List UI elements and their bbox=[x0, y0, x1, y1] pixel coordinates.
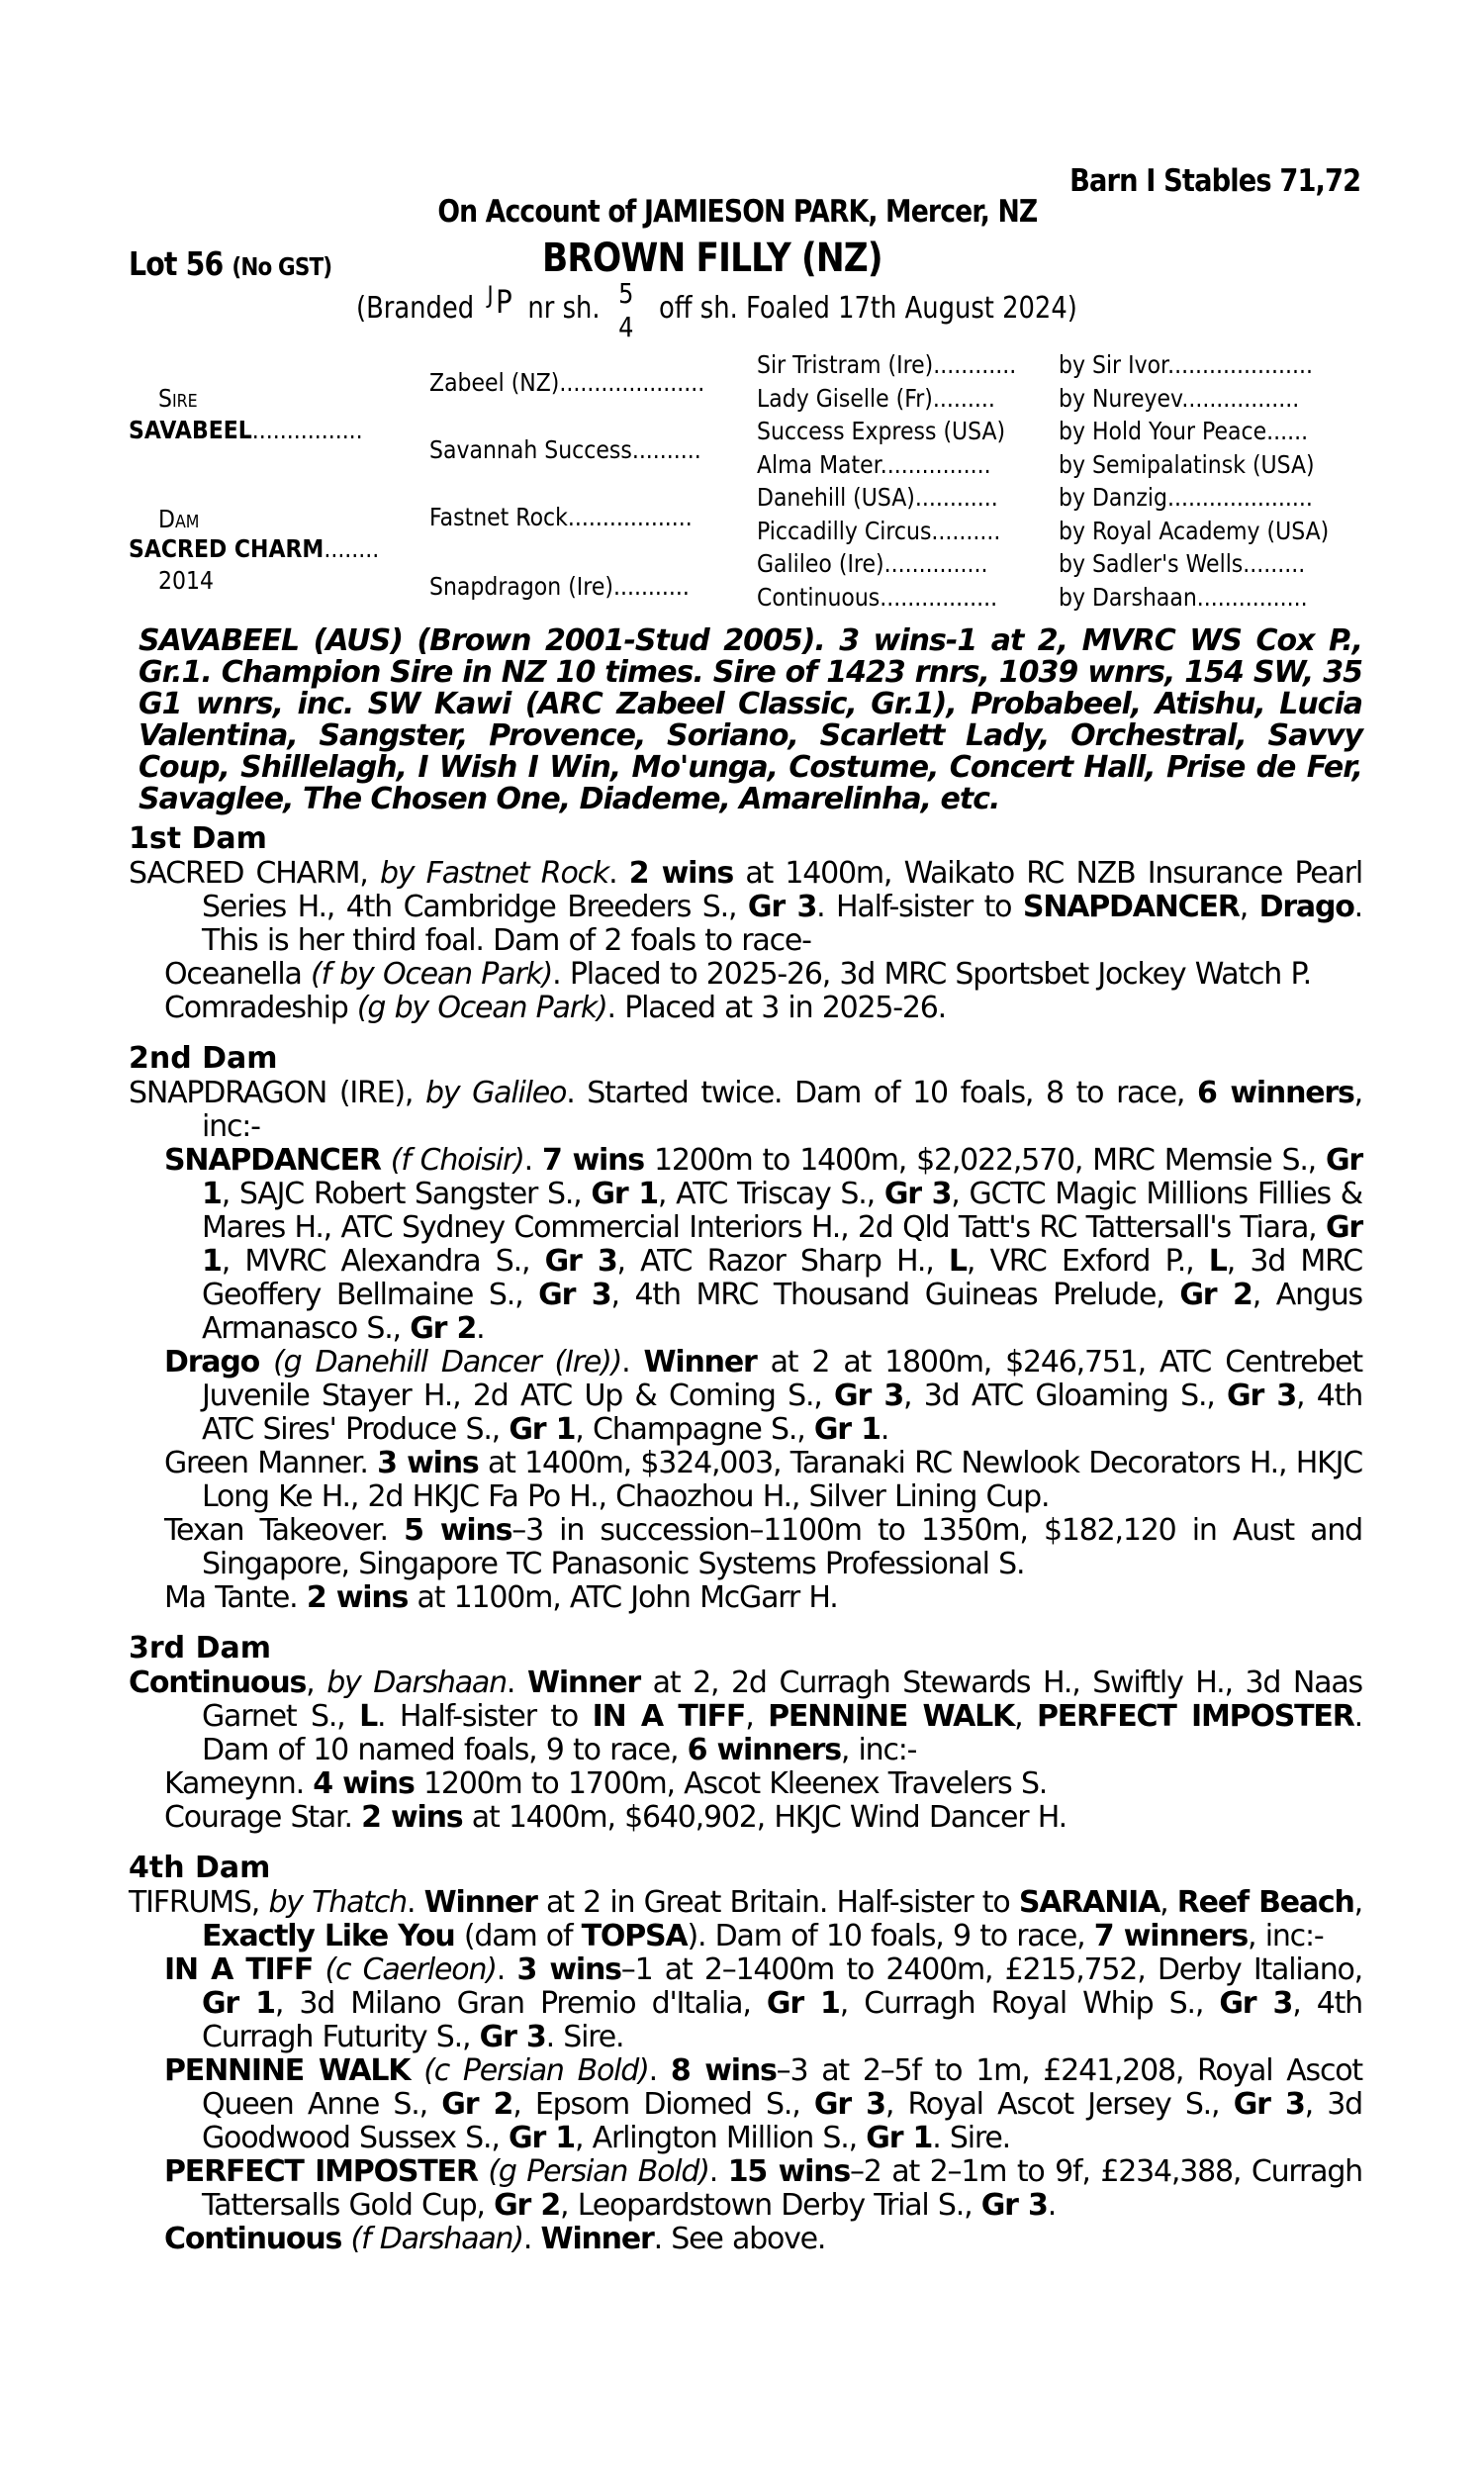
bold-text: Gr 3 bbox=[1233, 2087, 1305, 2122]
text-run bbox=[410, 2053, 423, 2088]
text-run: , Leopardstown Derby Trial S., bbox=[560, 2188, 981, 2223]
great-grandparent-sire: by Semipalatinsk (USA) bbox=[1059, 449, 1315, 479]
dam-entry bbox=[129, 1077, 1362, 1144]
progeny-entry bbox=[129, 958, 1362, 992]
text-run bbox=[313, 1952, 325, 1987]
text-run: . bbox=[708, 2154, 728, 2189]
bold-text: Gr 1 bbox=[591, 1177, 658, 1211]
text-run bbox=[259, 1345, 273, 1380]
dam-name bbox=[129, 534, 379, 563]
dam-entry bbox=[129, 1886, 1362, 1953]
text-run: (dam of bbox=[454, 1919, 582, 1953]
text-run bbox=[478, 2154, 489, 2189]
bold-text: Winner bbox=[526, 1665, 640, 1700]
bold-text: Gr 3 bbox=[1219, 1986, 1293, 2021]
bold-text: 6 winners bbox=[687, 1733, 841, 1767]
text-run: . Dam of 10 named foals, 9 to race, bbox=[202, 1699, 1362, 1767]
section-gap bbox=[129, 1835, 1362, 1851]
great-grandparent-sire: by Hold Your Peace...... bbox=[1059, 417, 1309, 445]
text-run: , VRC Exford P., bbox=[966, 1244, 1209, 1279]
italic-text: (c Persian Bold) bbox=[423, 2053, 649, 2088]
bold-text: Gr 3 bbox=[747, 890, 817, 924]
bold-text: Drago bbox=[1258, 890, 1354, 924]
text-run: . bbox=[1047, 2188, 1057, 2223]
dam-label: Dam bbox=[158, 505, 200, 533]
bold-text: PENNINE WALK bbox=[768, 1699, 1015, 1734]
dam-family-text bbox=[129, 821, 1362, 2256]
bold-text: Gr 3 bbox=[883, 1177, 952, 1211]
bold-text: 4 wins bbox=[313, 1766, 415, 1801]
lot-label: Lot 56 bbox=[129, 244, 224, 283]
brand-mark-j: J bbox=[487, 281, 494, 309]
text-run: . Placed to 2025-26, 3d MRC Sportsbet Jockey Watch P. bbox=[552, 957, 1312, 992]
sire-name bbox=[129, 416, 363, 444]
ancestor-name: Savannah Success bbox=[429, 435, 632, 464]
leader-dots: .................. bbox=[567, 503, 693, 531]
text-run: , bbox=[1014, 1699, 1037, 1734]
italic-text: by Thatch bbox=[268, 1885, 407, 1920]
text-run: . Half-sister to bbox=[376, 1699, 593, 1734]
leader-dots: ........ bbox=[324, 534, 380, 563]
bold-text: Continuous bbox=[129, 1665, 307, 1700]
text-run: , Epsom Diomed S., bbox=[512, 2087, 814, 2122]
italic-text: (g by Ocean Park) bbox=[356, 991, 607, 1025]
bold-text: Gr 3 bbox=[1227, 1379, 1297, 1413]
bold-text: L bbox=[1208, 1244, 1227, 1279]
text-run: . See above. bbox=[653, 2222, 826, 2256]
bold-text: 5 wins bbox=[404, 1513, 512, 1548]
text-run: Green Manner. bbox=[164, 1446, 378, 1480]
granddam-maternal bbox=[429, 572, 690, 601]
great-grandparent: Galileo (Ire)............... bbox=[757, 549, 988, 578]
great-grandparent-sire: by Danzig..................... bbox=[1059, 483, 1313, 512]
text-run: , bbox=[1353, 1885, 1363, 1920]
progeny-entry bbox=[129, 2223, 1362, 2256]
bold-text: Gr 2 bbox=[494, 2188, 561, 2223]
progeny-entry bbox=[129, 1801, 1362, 1835]
bold-text: Drago bbox=[164, 1345, 260, 1380]
text-run: –1 at 2–1400m to 2400m, £215,752, Derby Italiano, bbox=[620, 1952, 1362, 1987]
section-heading: 3rd Dam bbox=[129, 1631, 271, 1665]
dam-name-text: SACRED CHARM bbox=[129, 534, 325, 563]
text-run: , inc:- bbox=[202, 1076, 1362, 1144]
text-run: at 2, 2d Curragh Stewards H., Swiftly H., 3d Naas Garnet S., bbox=[202, 1665, 1362, 1734]
bold-text: IN A TIFF bbox=[164, 1952, 314, 1987]
brand-mark-p: P bbox=[496, 283, 512, 321]
bold-text: Winner bbox=[540, 2222, 654, 2256]
great-grandparent: Success Express (USA) bbox=[757, 417, 1006, 445]
ancestor-name: Snapdragon (Ire) bbox=[429, 572, 613, 601]
bold-text: SNAPDANCER bbox=[1022, 890, 1240, 924]
progeny-entry bbox=[129, 1514, 1362, 1581]
brand-line bbox=[356, 277, 1077, 343]
text-run: Ma Tante. bbox=[164, 1580, 307, 1615]
bold-text: Gr 3 bbox=[538, 1278, 611, 1312]
text-run: . Started twice. Dam of 10 foals, 8 to race, bbox=[566, 1076, 1198, 1110]
text-run: Courage Star. bbox=[164, 1800, 362, 1835]
bold-text: 8 wins bbox=[670, 2053, 777, 2088]
bold-text: Gr 1 bbox=[509, 2121, 575, 2155]
great-grandparent: Danehill (USA)............ bbox=[757, 483, 998, 512]
sire-name-text: SAVABEEL bbox=[129, 416, 252, 444]
brand-suffix: off sh. Foaled 17th August 2024) bbox=[659, 291, 1077, 326]
text-run: , inc:- bbox=[840, 1733, 917, 1767]
sire-summary: SAVABEEL (AUS) (Brown 2001-Stud 2005). 3 wins-1 at 2, MVRC WS Cox P., Gr.1. Champion Sire in NZ 10 times. Sire of 1423 rnrs, 1039 wnrs, 154 SW, 35 G1 wnrs, inc. SW Kawi (ARC Zabeel Classic, Gr.1), Probabeel, Atishu, Lucia Valentina, Sangster, Provence, Soriano, Scarlett Lady, Orchestral, Savvy Coup, Shillelagh, I Wish I Win, Mo'unga, Costume, Concert Hall, Prise de Fer, Savaglee, The Chosen One, Diademe, Amarelinha, etc. bbox=[139, 623, 1362, 816]
section-heading: 2nd Dam bbox=[129, 1041, 278, 1076]
italic-text: (f Choisir) bbox=[390, 1143, 524, 1178]
progeny-entry bbox=[129, 2054, 1362, 2155]
bold-text: 7 wins bbox=[541, 1143, 644, 1178]
text-run: . bbox=[496, 1952, 517, 1987]
text-run: . This is her third foal. Dam of 2 foals to race- bbox=[202, 890, 1362, 958]
text-run: , 3d ATC Gloaming S., bbox=[903, 1379, 1228, 1413]
text-run: , Royal Ascot Jersey S., bbox=[884, 2087, 1234, 2122]
text-run: at 1400m, $640,902, HKJC Wind Dancer H. bbox=[462, 1800, 1067, 1835]
italic-text: (g Persian Bold) bbox=[488, 2154, 709, 2189]
text-run: Kameynn. bbox=[164, 1766, 314, 1801]
bold-text: 3 wins bbox=[516, 1952, 621, 1987]
section-heading: 1st Dam bbox=[129, 821, 267, 856]
italic-text: by Darshaan bbox=[326, 1665, 507, 1700]
text-run: , bbox=[306, 1665, 327, 1700]
leader-dots: ........... bbox=[612, 572, 690, 601]
brand-mark-icon bbox=[486, 283, 514, 323]
bold-text: Gr 3 bbox=[479, 2020, 546, 2054]
text-run: . bbox=[406, 1885, 424, 1920]
bold-text: 15 wins bbox=[727, 2154, 850, 2189]
bold-text: Continuous bbox=[164, 2222, 342, 2256]
great-grandparent-sire: by Darshaan................ bbox=[1059, 582, 1308, 612]
text-run: . bbox=[476, 1311, 485, 1346]
bold-text: Gr 1 bbox=[202, 1210, 1362, 1279]
text-run: , MVRC Alexandra S., bbox=[221, 1244, 545, 1279]
text-run: at 2 in Great Britain. Half-sister to bbox=[536, 1885, 1019, 1920]
bold-text: Gr 3 bbox=[980, 2188, 1048, 2223]
text-run: , bbox=[1239, 890, 1259, 924]
text-run: , ATC Razor Sharp H., bbox=[616, 1244, 949, 1279]
barn-stables: Barn I Stables 71,72 bbox=[1068, 163, 1360, 199]
text-run: Oceanella bbox=[164, 957, 312, 992]
brand-fraction bbox=[618, 277, 639, 343]
text-run: –2 at 2–1m to 9f, £234,388, Curragh Tattersalls Gold Cup, bbox=[202, 2154, 1362, 2223]
text-run: . bbox=[621, 1345, 644, 1380]
text-run: . bbox=[880, 1412, 889, 1447]
great-grandparent: Sir Tristram (Ire)............ bbox=[757, 350, 1017, 379]
section-gap bbox=[129, 1615, 1362, 1631]
great-grandparent: Piccadilly Circus.......... bbox=[757, 516, 1001, 545]
bold-text: 3 wins bbox=[377, 1446, 479, 1480]
text-run: , 4th Curragh Futurity S., bbox=[202, 1986, 1362, 2054]
ancestor-name: Zabeel (NZ) bbox=[429, 368, 560, 397]
text-run: Comradeship bbox=[164, 991, 357, 1025]
dam-foaling-year: 2014 bbox=[158, 566, 214, 595]
bold-text: Gr 3 bbox=[544, 1244, 617, 1279]
bold-text: 7 winners bbox=[1093, 1919, 1249, 1953]
progeny-entry bbox=[129, 1144, 1362, 1346]
progeny-entry bbox=[129, 1953, 1362, 2054]
text-run: . Sire. bbox=[545, 2020, 624, 2054]
bold-text: Gr 2 bbox=[410, 1311, 477, 1346]
bold-text: Gr 1 bbox=[766, 1986, 840, 2021]
text-run: , bbox=[745, 1699, 769, 1734]
text-run: , 4th ATC Sires' Produce S., bbox=[202, 1379, 1363, 1447]
vendor-account-text: On Account of JAMIESON PARK, Mercer, NZ bbox=[436, 194, 1038, 230]
grandsire-maternal bbox=[429, 503, 693, 531]
bold-text: Reef Beach bbox=[1176, 1885, 1354, 1920]
great-grandparent-sire: by Royal Academy (USA) bbox=[1059, 516, 1330, 545]
gst-note: (No GST) bbox=[232, 252, 332, 281]
italic-text: (c Caerleon) bbox=[325, 1952, 497, 1987]
text-run: TIFRUMS, bbox=[129, 1885, 269, 1920]
bold-text: Gr 1 bbox=[813, 1412, 881, 1447]
text-run: . Half-sister to bbox=[816, 890, 1023, 924]
bold-text: Gr 1 bbox=[202, 1986, 275, 2021]
bold-text: Gr 1 bbox=[509, 1412, 576, 1447]
brand-denominator: 4 bbox=[618, 311, 634, 343]
bold-text: SNAPDANCER bbox=[164, 1143, 381, 1178]
progeny-entry bbox=[129, 1346, 1362, 1447]
brand-prefix: (Branded bbox=[356, 291, 475, 326]
bold-text: Gr 3 bbox=[813, 2087, 885, 2122]
sire-label: Sire bbox=[158, 384, 198, 413]
text-run: at 1400m, Waikato RC NZB Insurance Pearl Series H., 4th Cambridge Breeders S., bbox=[202, 856, 1362, 924]
text-run: at 1100m, ATC John McGarr H. bbox=[408, 1580, 838, 1615]
bold-text: Gr 2 bbox=[1179, 1278, 1252, 1312]
bold-text: Gr 2 bbox=[441, 2087, 513, 2122]
italic-text: by Fastnet Rock bbox=[379, 856, 609, 891]
text-run: –3 at 2–5f to 1m, £241,208, Royal Ascot Queen Anne S., bbox=[202, 2053, 1362, 2122]
lot-number bbox=[129, 244, 331, 283]
bold-text: PERFECT IMPOSTER bbox=[164, 2154, 478, 2189]
bold-text: TOPSA bbox=[581, 1919, 688, 1953]
bold-text: 2 wins bbox=[306, 1580, 409, 1615]
section-gap bbox=[129, 1025, 1362, 1041]
text-run: 1200m to 1400m, $2,022,570, MRC Memsie S., bbox=[643, 1143, 1326, 1178]
bold-text: Gr 1 bbox=[202, 1143, 1362, 1211]
text-run: SNAPDRAGON (IRE), bbox=[129, 1076, 425, 1110]
dam-entry bbox=[129, 857, 1362, 958]
text-run: . bbox=[608, 856, 629, 891]
text-run: . Sire. bbox=[932, 2121, 1010, 2155]
text-run: Texan Takeover. bbox=[164, 1513, 405, 1548]
italic-text: (f Darshaan) bbox=[350, 2222, 523, 2256]
pedigree-table bbox=[0, 346, 1484, 618]
bold-text: PERFECT IMPOSTER bbox=[1036, 1699, 1354, 1734]
bold-text: PENNINE WALK bbox=[164, 2053, 411, 2088]
text-run: , Angus Armanasco S., bbox=[202, 1278, 1362, 1346]
italic-text: (f by Ocean Park) bbox=[311, 957, 553, 992]
text-run: , 3d Goodwood Sussex S., bbox=[202, 2087, 1363, 2155]
bold-text: 6 winners bbox=[1197, 1076, 1354, 1110]
text-run: at 1400m, $324,003, Taranaki RC Newlook Decorators H., HKJC Long Ke H., 2d HKJC Fa Po H., Chaozhou H., Silver Lining Cup. bbox=[202, 1446, 1362, 1514]
horse-title: BROWN FILLY (NZ) bbox=[542, 236, 882, 281]
leader-dots: ..................... bbox=[559, 368, 705, 397]
granddam-paternal bbox=[429, 435, 701, 464]
text-run: , GCTC Magic Millions Fillies & Mares H., ATC Sydney Commercial Interiors H., 2d Qld Tatt's RC Tattersall's Tiara, bbox=[202, 1177, 1363, 1245]
text-run: , Curragh Royal Whip S., bbox=[839, 1986, 1220, 2021]
bold-text: IN A TIFF bbox=[592, 1699, 746, 1734]
bold-text: SARANIA bbox=[1018, 1885, 1160, 1920]
text-run: , Arlington Million S., bbox=[574, 2121, 867, 2155]
text-run: , 3d Milano Gran Premio d'Italia, bbox=[274, 1986, 767, 2021]
bold-text: L bbox=[948, 1244, 967, 1279]
section-heading: 4th Dam bbox=[129, 1851, 271, 1885]
text-run: 1200m to 1700m, Ascot Kleenex Travelers S. bbox=[414, 1766, 1048, 1801]
text-run bbox=[341, 2222, 350, 2256]
dam-entry bbox=[129, 1666, 1362, 1767]
text-run: . bbox=[523, 1143, 542, 1178]
great-grandparent-sire: by Sir Ivor..................... bbox=[1059, 350, 1313, 379]
great-grandparent: Lady Giselle (Fr)......... bbox=[757, 383, 995, 413]
brand-near-side: nr sh. bbox=[527, 291, 601, 326]
bold-text: L bbox=[359, 1699, 377, 1734]
progeny-entry bbox=[129, 1447, 1362, 1514]
italic-text: by Galileo bbox=[425, 1076, 567, 1110]
text-run: , SAJC Robert Sangster S., bbox=[221, 1177, 592, 1211]
bold-text: Gr 3 bbox=[834, 1379, 904, 1413]
great-grandparent-sire: by Nureyev................. bbox=[1059, 383, 1300, 413]
text-run: . bbox=[506, 1665, 527, 1700]
progeny-entry bbox=[129, 1767, 1362, 1801]
text-run: , 4th MRC Thousand Guineas Prelude, bbox=[610, 1278, 1180, 1312]
text-run: SACRED CHARM, bbox=[129, 856, 380, 891]
text-run: at 2 at 1800m, $246,751, ATC Centrebet Juvenile Stayer H., 2d ATC Up & Coming S., bbox=[202, 1345, 1362, 1413]
text-run: –3 in succession–1100m to 1350m, $182,120 in Aust and Singapore, Singapore TC Panasonic Systems Professional S. bbox=[202, 1513, 1362, 1581]
text-run: , 3d MRC Geoffery Bellmaine S., bbox=[202, 1244, 1362, 1312]
progeny-entry bbox=[129, 2155, 1362, 2223]
text-run: . bbox=[648, 2053, 671, 2088]
bold-text: 2 wins bbox=[628, 856, 734, 891]
leader-dots: ................ bbox=[251, 416, 363, 444]
text-run: , Champagne S., bbox=[575, 1412, 814, 1447]
progeny-entry bbox=[129, 992, 1362, 1025]
bold-text: Winner bbox=[423, 1885, 537, 1920]
bold-text: Exactly Like You bbox=[202, 1919, 455, 1953]
great-grandparent: Continuous................. bbox=[757, 582, 998, 612]
brand-numerator: 5 bbox=[618, 277, 634, 310]
text-run: . bbox=[522, 2222, 541, 2256]
text-run: , bbox=[1159, 1885, 1177, 1920]
text-run bbox=[381, 1143, 391, 1178]
text-run: ). Dam of 10 foals, 9 to race, bbox=[687, 1919, 1094, 1953]
text-run: , inc:- bbox=[1248, 1919, 1324, 1953]
bold-text: 2 wins bbox=[361, 1800, 463, 1835]
text-run: . Placed at 3 in 2025-26. bbox=[606, 991, 947, 1025]
leader-dots: .......... bbox=[631, 435, 701, 464]
grandsire-paternal bbox=[429, 368, 704, 397]
great-grandparent: Alma Mater................ bbox=[757, 449, 991, 479]
bold-text: Winner bbox=[643, 1345, 757, 1380]
text-run: , ATC Triscay S., bbox=[657, 1177, 884, 1211]
progeny-entry bbox=[129, 1581, 1362, 1615]
italic-text: (g Danehill Dancer (Ire)) bbox=[273, 1345, 622, 1380]
vendor-account bbox=[0, 194, 1484, 230]
ancestor-name: Fastnet Rock bbox=[429, 503, 568, 531]
bold-text: Gr 1 bbox=[866, 2121, 933, 2155]
great-grandparent-sire: by Sadler's Wells......... bbox=[1059, 549, 1306, 578]
